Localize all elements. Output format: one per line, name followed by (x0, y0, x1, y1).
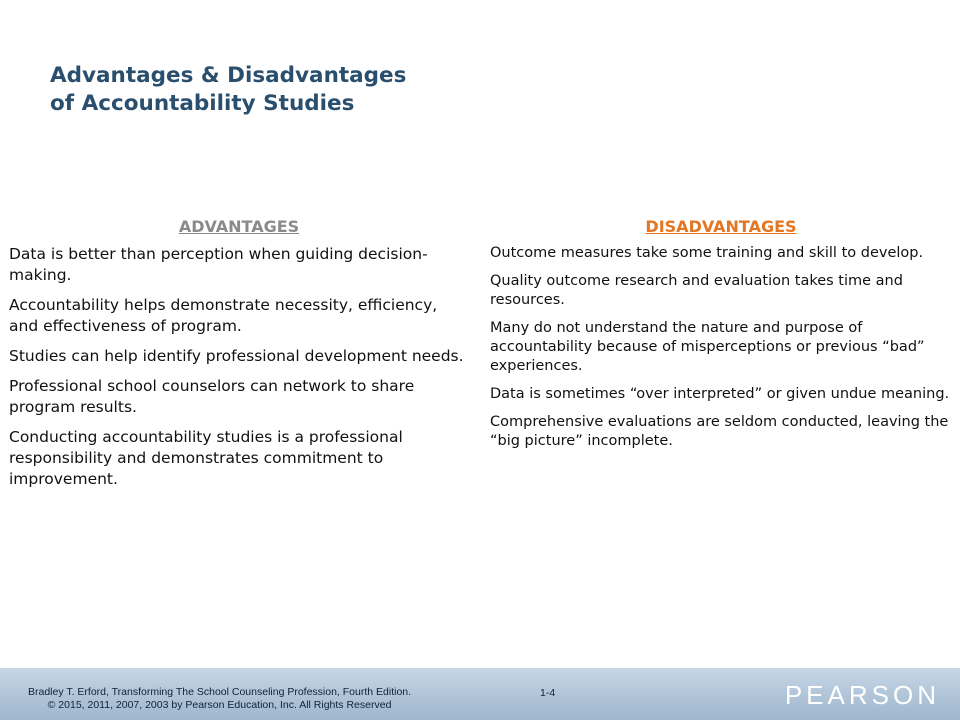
advantages-column (9, 216, 469, 499)
slide-title-line-1: Advantages & Disadvantages (50, 63, 407, 88)
disadvantages-column (490, 216, 952, 460)
slide-title-line-2: of Accountability Studies (50, 91, 355, 116)
citation-line-2: © 2015, 2011, 2007, 2003 by Pearson Education, Inc. All Rights Reserved (47, 699, 392, 711)
advantage-item: Studies can help identify professional development needs. (9, 347, 464, 365)
disadvantage-item: Comprehensive evaluations are seldom conducted, leaving the “big picture” incomplete. (490, 414, 949, 449)
footer-citation (28, 686, 411, 712)
disadvantages-list (490, 244, 952, 451)
disadvantage-item: Many do not understand the nature and purpose of accountability because of misperceptions or previous “bad” experiences. (490, 320, 925, 374)
advantages-heading: ADVANTAGES (178, 217, 300, 236)
slide-title (50, 62, 650, 118)
advantages-list (9, 244, 469, 490)
slide-number: 1-4 (540, 687, 556, 699)
disadvantage-item: Outcome measures take some training and skill to develop. (490, 245, 924, 261)
advantage-item: Accountability helps demonstrate necessity, efficiency, and effectiveness of program. (9, 296, 438, 335)
advantage-item: Professional school counselors can network to share program results. (9, 377, 415, 416)
disadvantage-item: Data is sometimes “over interpreted” or given undue meaning. (490, 386, 950, 402)
advantage-item: Data is better than perception when guiding decision-making. (9, 245, 428, 284)
footer-bar (0, 668, 960, 720)
advantage-item: Conducting accountability studies is a professional responsibility and demonstrates commitment to improvement. (9, 428, 403, 488)
citation-line-1: Bradley T. Erford, Transforming The School Counseling Profession, Fourth Edition. (28, 686, 412, 698)
pearson-logo: PEARSON (784, 680, 940, 710)
disadvantages-heading: DISADVANTAGES (645, 217, 797, 236)
disadvantage-item: Quality outcome research and evaluation takes time and resources. (490, 273, 903, 308)
